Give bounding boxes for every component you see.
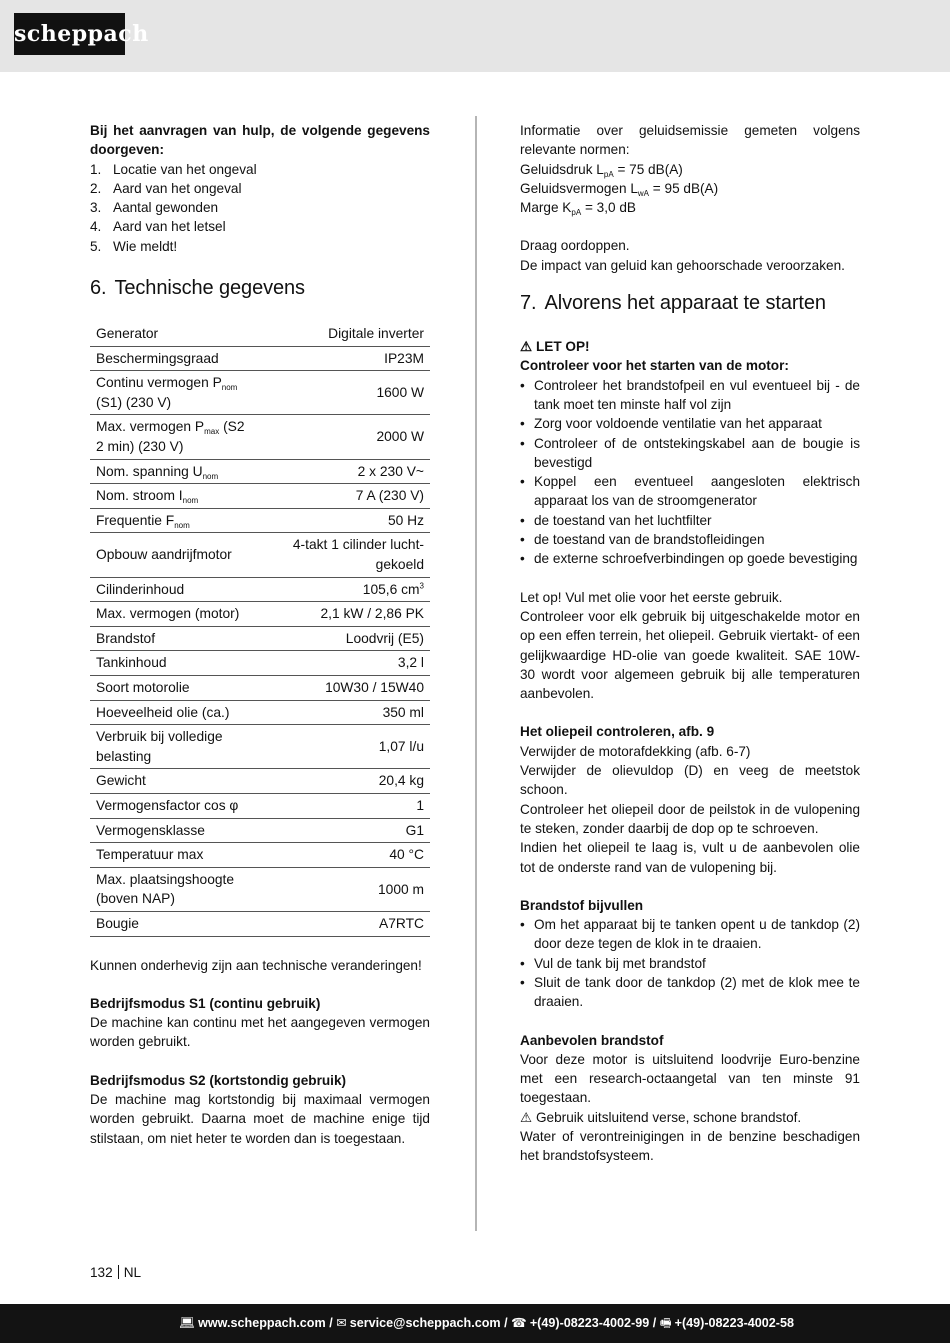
list-item: • de toestand van de brandstofleidingen	[520, 530, 860, 549]
fuel-warning: ⚠ Gebruik uitsluitend verse, schone brandstof.	[520, 1109, 802, 1125]
ear-protection: Draag oordoppen.	[520, 238, 630, 254]
page-number: 132 NL	[90, 1265, 142, 1280]
refuel-list	[520, 915, 860, 1011]
list-item: • Controleer het brandstofpeil en vul eventueel bij - de tank moet ten minste half vol zijn	[520, 376, 860, 415]
table-row: Bougie A7RTC	[90, 911, 430, 936]
table-row: Tankinhoud 3,2 l	[90, 651, 430, 676]
fuel-water-note: Water of verontreinigingen in de benzine beschadigen het brandstofsysteem.	[520, 1129, 860, 1164]
table-row: Gewicht 20,4 kg	[90, 769, 430, 794]
noise-impact: De impact van geluid kan gehoorschade veroorzaken.	[520, 257, 845, 273]
table-row: Temperatuur max 40 °C	[90, 843, 430, 868]
oil-warning: Let op! Vul met olie voor het eerste gebruik.	[520, 589, 783, 605]
fuel-text: Voor deze motor is uitsluitend loodvrije Euro-benzine met een research-octaangetal van ten minste 91 toegestaan.	[520, 1051, 860, 1106]
list-item: • de toestand van het luchtfilter	[520, 511, 860, 530]
list-item: • Controleer of de ontstekingskabel aan de bougie is bevestigd	[520, 434, 860, 473]
table-row: Soort motorolie 10W30 / 15W40	[90, 675, 430, 700]
header-bar	[0, 0, 950, 72]
list-item: • de externe schroefverbindingen op goede bevestiging	[520, 549, 860, 568]
warning-icon: ⚠	[520, 339, 533, 355]
table-row: Nom. stroom $I_{nom}$ 7 A (230 V)	[90, 484, 430, 509]
list-item: • Vul de tank bij met brandstof	[520, 954, 860, 973]
table-row: Generator Digitale inverter	[90, 322, 430, 346]
check-title: Controleer voor het starten van de motor:	[520, 358, 789, 374]
list-item: 3. Aantal gewonden	[90, 200, 219, 216]
s2-title: Bedrijfsmodus S2 (kortstondig gebruik)	[90, 1072, 347, 1088]
footer-fax: +(49)-08223-4002-58	[674, 1316, 794, 1330]
list-item: 5. Wie meldt!	[90, 238, 178, 254]
footer-email[interactable]: service@scheppach.com	[349, 1316, 501, 1330]
refuel-title: Brandstof bijvullen	[520, 897, 644, 913]
phone-icon: ☎	[511, 1316, 527, 1330]
footer-phone: +(49)-08223-4002-99	[529, 1316, 650, 1330]
fax-icon: 🖷︎	[659, 1316, 672, 1330]
footer-website[interactable]: www.scheppach.com	[198, 1316, 326, 1330]
table-row: Verbruik bij volledige belasting 1,07 l/u	[90, 725, 430, 769]
table-row: Cilinderinhoud 105,6 $cm^3$	[90, 577, 430, 602]
list-item: 1. Locatie van het ongeval	[90, 161, 257, 177]
s1-title: Bedrijfsmodus S1 (continu gebruik)	[90, 995, 321, 1011]
column-divider	[475, 116, 477, 1231]
table-row: Max. plaatsingshoogte (boven NAP) 1000 m	[90, 867, 430, 911]
s1-text: De machine kan continu met het aangegeven vermogen worden gebruikt.	[90, 1015, 430, 1050]
noise-kpa: Marge $K_{pA} = 3,0$ dB	[520, 200, 636, 218]
check-list	[520, 376, 860, 569]
oil-check-step: Verwijder de olievuldop (D) en veeg de meetstok schoon.	[520, 763, 860, 798]
noise-lpa: Geluidsdruk $L_{pA} = 75$ dB(A)	[520, 161, 683, 179]
changes-note: Kunnen onderhevig zijn aan technische veranderingen!	[90, 957, 422, 973]
scheppach-logo: scheppach	[14, 13, 125, 55]
s2-text: De machine mag kortstondig bij maximaal vermogen worden gebruikt. Daarna moet de machine enige tijd stilstaan, om niet heter te worden dan is toegestaan.	[90, 1092, 430, 1146]
section-6-heading: 6. Technische gegevens	[90, 277, 305, 300]
noise-lwa: Geluidsvermogen $L_{wA} = 95$ dB(A)	[520, 180, 719, 198]
table-row: Vermogensfactor cos φ 1	[90, 793, 430, 818]
section-7-heading: 7. Alvorens het apparaat te starten	[520, 292, 826, 315]
table-row: Frequentie $F_{nom}$ 50 Hz	[90, 508, 430, 533]
warning-icon: ⚠	[520, 1109, 533, 1125]
computer-icon: 💻︎	[179, 1316, 196, 1330]
help-intro: Bij het aanvragen van hulp, de volgende gegevens doorgeven:	[90, 123, 430, 158]
table-row: Continu vermogen $P_{nom}$ (S1) (230 V) 1600 W	[90, 371, 430, 415]
list-item: 4. Aard van het letsel	[90, 219, 226, 235]
table-row: Nom. spanning $U_{nom}$ 2 x 230 V~	[90, 459, 430, 484]
table-row: Max. vermogen (motor) 2,1 kW / 2,86 PK	[90, 602, 430, 627]
oil-check-step: Controleer het oliepeil door de peilstok in de vulopening te steken, zonder daarbij de dop op te schroeven.	[520, 801, 860, 836]
list-item: • Om het apparaat bij te tanken opent u de tankdop (2) door deze tegen de klok in te draaien.	[520, 915, 860, 954]
oil-check-step: Indien het oliepeil te laag is, vult u de aanbevolen olie tot de onderste rand van de vulopening bij.	[520, 840, 860, 875]
table-row: Opbouw aandrijfmotor 4-takt 1 cilinder lucht- gekoeld	[90, 533, 430, 577]
warning-heading: ⚠ LET OP!	[520, 339, 590, 355]
list-item: 2. Aard van het ongeval	[90, 180, 242, 196]
oil-check-title: Het oliepeil controleren, afb. 9	[520, 724, 715, 740]
fuel-title: Aanbevolen brandstof	[520, 1032, 664, 1048]
table-row: Hoeveelheid olie (ca.) 350 ml	[90, 700, 430, 725]
footer-bar: 💻︎ www.scheppach.com / ✉ service@scheppach.com / ☎ +(49)-08223-4002-99 / 🖷︎ +(49)-08223-4002-58	[0, 1304, 950, 1343]
list-item: • Sluit de tank door de tankdop (2) met de klok mee te draaien.	[520, 973, 860, 1012]
oil-check-step: Verwijder de motorafdekking (afb. 6-7)	[520, 743, 751, 759]
list-item: • Zorg voor voldoende ventilatie van het apparaat	[520, 414, 860, 433]
noise-intro: Informatie over geluidsemissie gemeten volgens relevante normen:	[520, 123, 860, 158]
left-column	[90, 121, 430, 1148]
table-row: Max. vermogen $P_{max}$ (S2 2 min) (230 V) 2000 W	[90, 415, 430, 459]
table-row: Beschermingsgraad IP23M	[90, 346, 430, 371]
tech-spec-table	[90, 322, 430, 936]
help-list	[90, 160, 430, 256]
right-column	[520, 121, 860, 1166]
table-row: Vermogensklasse G1	[90, 818, 430, 843]
oil-text: Controleer voor elk gebruik bij uitgeschakelde motor en op een effen terrein, het oliepeil. Gebruik viertakt- of een gelijkwaardige HD-olie van goede kwaliteit. SAE 10W-30 wordt voor algemeen gebruik bij alle temperaturen aanbevolen.	[520, 608, 860, 702]
mail-icon: ✉	[336, 1316, 347, 1330]
table-row: Brandstof Loodvrij (E5)	[90, 626, 430, 651]
list-item: • Koppel een eventueel aangesloten elektrisch apparaat los van de stroomgenerator	[520, 472, 860, 511]
